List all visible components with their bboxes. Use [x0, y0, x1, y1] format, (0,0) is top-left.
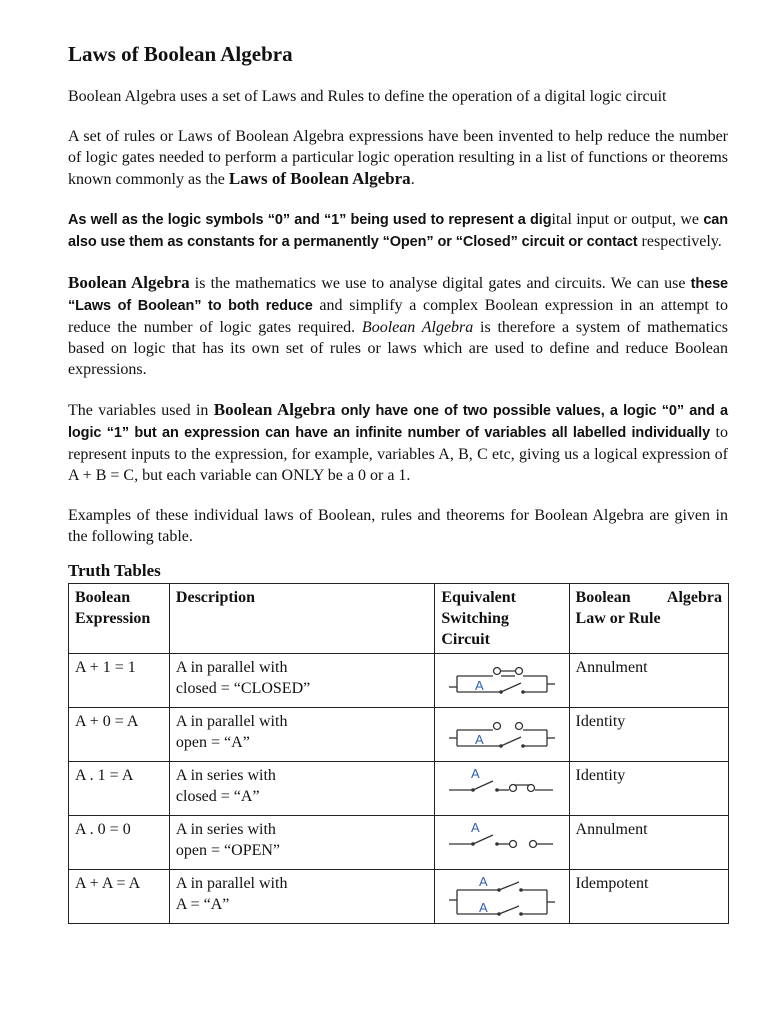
expression-cell: A . 0 = 0: [69, 816, 170, 870]
parallel-open-switch-icon: [447, 708, 557, 756]
description-line1: A in parallel with: [175, 659, 288, 676]
table-header-row: [69, 584, 729, 654]
page-title: Laws of Boolean Algebra: [68, 42, 293, 66]
table-row: [69, 762, 729, 816]
expression-cell: A + 0 = A: [69, 708, 170, 762]
description-line2: A = “A”: [175, 896, 230, 913]
expression-cell: A . 1 = A: [69, 762, 170, 816]
examples-paragraph: Examples of these individual laws of Boolean, rules and theorems for Boolean Algebra are given in the following table.: [68, 507, 728, 545]
algebra-term: Boolean Algebra: [68, 273, 190, 292]
header-law-word2: Algebra: [666, 589, 722, 606]
switch-label: A: [474, 678, 484, 693]
variables-text-2: to represent inputs to the expression, for example, variables A, B, C etc, giving us a logical expression of A + B = C, but each variable can ONLY be a 0 or a 1.: [68, 424, 728, 484]
rules-end: .: [410, 171, 415, 188]
switch-label: A: [478, 874, 488, 889]
law-cell: Annulment: [569, 654, 728, 708]
table-row: [69, 654, 729, 708]
header-circuit-line1: Equivalent: [441, 589, 516, 606]
algebra-term-italic: Boolean Algebra: [361, 319, 474, 336]
description-line1: A in parallel with: [175, 875, 288, 892]
header-expression: [69, 584, 170, 654]
circuit-cell: [435, 708, 569, 762]
constants-text: ital input or output, we: [551, 211, 699, 228]
header-circuit-line3: Circuit: [441, 631, 490, 648]
algebra-text-3: is therefore a system of mathematics based on logic that has its own set of rules or laws which are used to define and reduce Boolean expressions.: [68, 319, 728, 378]
description-cell: [169, 870, 434, 924]
description-cell: [169, 654, 434, 708]
header-circuit: [435, 584, 569, 654]
header-law-line1: [576, 587, 722, 608]
table-row: [69, 816, 729, 870]
algebra-text: is the mathematics we use to analyse digital gates and circuits. We can use: [189, 275, 691, 292]
variables-paragraph: [68, 399, 728, 486]
rules-text: A set of rules or Laws of Boolean Algebra expressions have been invented to help reduce the number of logic gates needed to perform a particular logic operation resulting in a list of functions or theorems known commonly as the: [68, 128, 728, 188]
algebra-text-2: and simplify a complex Boolean expression in an attempt to reduce the number of logic gates required.: [68, 297, 729, 336]
expression-cell: A + A = A: [69, 870, 170, 924]
switch-label-2: A: [478, 900, 488, 915]
circuit-cell: [435, 816, 569, 870]
law-cell: Idempotent: [569, 870, 728, 924]
description-line2: closed = “CLOSED”: [175, 680, 311, 697]
expression-cell: A + 1 = 1: [69, 654, 170, 708]
rules-term: Laws of Boolean Algebra: [228, 169, 411, 188]
parallel-a-a-switch-icon: [447, 870, 557, 922]
law-cell: Annulment: [569, 816, 728, 870]
rules-paragraph: [68, 126, 728, 190]
description-line1: A in series with: [175, 767, 276, 784]
variables-term: Boolean Algebra: [213, 400, 336, 419]
header-expression-line1: Boolean: [75, 589, 131, 606]
header-description: Description: [169, 584, 434, 654]
constants-paragraph: [68, 209, 728, 253]
description-cell: [169, 762, 434, 816]
description-cell: [169, 708, 434, 762]
table-row: [69, 708, 729, 762]
switch-label: A: [474, 732, 484, 747]
table-row: [69, 870, 729, 924]
description-line2: open = “OPEN”: [175, 842, 281, 859]
parallel-closed-switch-icon: [447, 654, 557, 702]
table-caption: Truth Tables: [68, 561, 161, 580]
circuit-cell: [435, 654, 569, 708]
circuit-cell: [435, 762, 569, 816]
header-law: [569, 584, 728, 654]
series-open-switch-icon: [447, 816, 557, 864]
law-cell: Identity: [569, 708, 728, 762]
description-line2: closed = “A”: [175, 788, 260, 805]
header-circuit-line2: Switching: [441, 610, 509, 627]
algebra-paragraph: [68, 272, 728, 380]
variables-bold-text: only have one of two possible values, a logic “0” and a logic “1” but an expression can have an infinite number of variables all labelled individually: [68, 403, 728, 441]
switch-label: A: [470, 820, 480, 835]
truth-table: [68, 583, 729, 924]
header-expression-line2: Expression: [75, 610, 151, 627]
constants-text-end: respectively.: [641, 233, 722, 250]
document-page: [68, 40, 728, 924]
series-closed-switch-icon: [447, 762, 557, 810]
algebra-bold-text: these “Laws of Boolean” to both reduce: [68, 276, 729, 314]
header-law-word1: Boolean: [575, 589, 631, 606]
description-line1: A in parallel with: [175, 713, 288, 730]
intro-paragraph: Boolean Algebra uses a set of Laws and Rules to define the operation of a digital logic circuit: [68, 88, 667, 105]
circuit-cell: [435, 870, 569, 924]
header-law-line2: Law or Rule: [575, 610, 661, 627]
law-cell: Identity: [569, 762, 728, 816]
description-line1: A in series with: [175, 821, 276, 838]
constants-text-bold: As well as the logic symbols “0” and “1” being used to represent a dig: [68, 212, 552, 228]
description-cell: [169, 816, 434, 870]
constants-text-bold-2: can also use them as constants for a permanently “Open” or “Closed” circuit or contact: [68, 212, 728, 250]
variables-text: The variables used in: [68, 402, 214, 419]
switch-label: A: [470, 766, 480, 781]
description-line2: open = “A”: [175, 734, 250, 751]
